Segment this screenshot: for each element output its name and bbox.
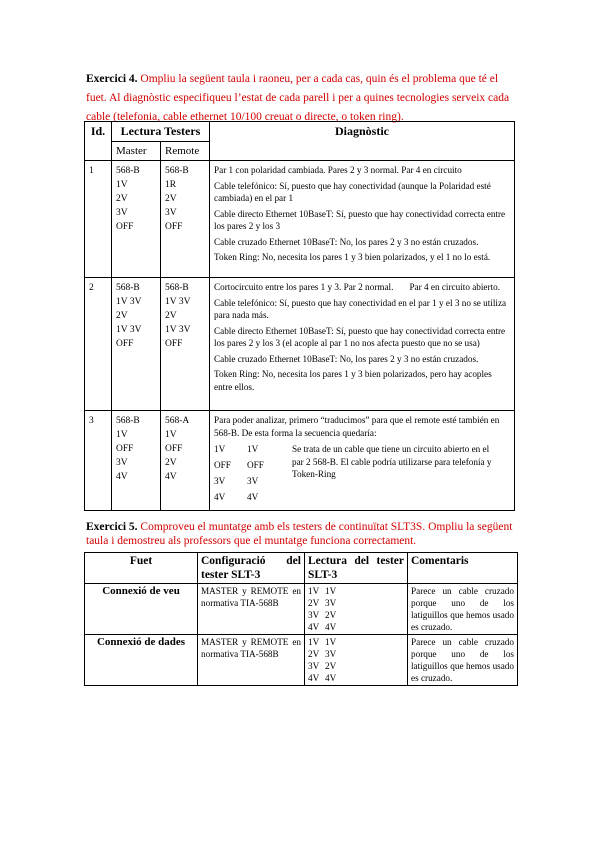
row-label: Connexió de dades xyxy=(85,635,198,686)
table-row xyxy=(85,584,518,635)
row-id: 3 xyxy=(85,411,112,511)
reading-value: 2V xyxy=(165,194,177,204)
table-row xyxy=(85,635,518,686)
reading-pair: 1V 1V xyxy=(308,586,337,596)
diagnosis-line: Para poder analizar, primero “traducimos” para que el remote esté también en 568-B. De esta forma la secuencia quedaría: xyxy=(214,415,500,438)
master-reading xyxy=(112,411,161,511)
reading-value: OFF xyxy=(116,444,134,454)
diagnosis-line: Cable directo Ethernet 10BaseT: Sí, puesto que hay conectividad correcta entre los pares 2 y los 3 xyxy=(214,208,506,231)
reading-value: 568-A xyxy=(165,416,190,426)
header-comentaris: Comentaris xyxy=(408,553,518,584)
master-reading xyxy=(112,278,161,411)
reading-value: 568-B xyxy=(165,283,189,293)
diagnosis-line: Cable telefónico: Sí, puesto que hay conectividad en el par 1 y el 3 no se utiliza para nada más. xyxy=(214,297,507,320)
header-id: Id. xyxy=(85,122,112,161)
row-label: Connexió de veu xyxy=(85,584,198,635)
diagnosis xyxy=(210,161,515,278)
reading-value: 4V xyxy=(116,472,128,482)
reading-value: 1V xyxy=(116,430,128,440)
sequence-pair: 3V 3V xyxy=(214,476,259,486)
diagnosis-line: Token Ring: No, necesita los pares 1 y 3 bien polarizados, y el 1 no lo está. xyxy=(214,252,491,262)
reading-value: OFF xyxy=(165,222,183,232)
remote-reading xyxy=(161,278,210,411)
reading-value: 568-B xyxy=(116,283,140,293)
slt3-test-table xyxy=(84,552,518,686)
header-master: Master xyxy=(112,141,161,161)
header-remote: Remote xyxy=(161,141,210,161)
reading-value: 568-B xyxy=(116,166,140,176)
diagnosis xyxy=(210,278,515,411)
reading-value: 1V xyxy=(165,430,177,440)
reading-pair: 2V 3V xyxy=(308,598,337,608)
tester-reading-table xyxy=(84,121,515,511)
reading-value: 1V 3V xyxy=(165,325,191,335)
exercise-5-instruction: Comproveu el muntatge amb els testers de continuïtat SLT3S. Ompliu la següent taula i demostreu als professors que el muntatge funciona correctament. xyxy=(86,521,513,547)
comment: Parece un cable cruzado porque uno de los latiguillos que hemos usado es cruzado. xyxy=(408,635,518,686)
reading-value: 568-B xyxy=(165,166,189,176)
reading-value: 1R xyxy=(165,180,177,190)
sequence-pair: OFF OFF xyxy=(214,460,264,470)
remote-reading xyxy=(161,161,210,278)
diagnosis-line: Token Ring: No, necesita los pares 1 y 3 bien polarizados, pero hay acoples entre ellos. xyxy=(214,369,492,392)
reading-value: 2V xyxy=(116,311,128,321)
reading-value: 1V 3V xyxy=(165,297,191,307)
diagnosis-line: Cortocircuito entre los pares 1 y 3. Par 2 normal. Par 4 en circuito abierto. xyxy=(214,282,501,292)
reading-pair: 4V 4V xyxy=(308,622,337,632)
master-reading xyxy=(112,161,161,278)
table-row xyxy=(85,278,515,411)
diagnosis-line: Cable telefónico: Sí, puesto que hay conectividad (aunque la Polaridad esté cambiada) en el par 1 xyxy=(214,180,491,203)
reading-value: OFF xyxy=(116,222,134,232)
exercise-4-title: Exercici 4. xyxy=(86,73,138,85)
header-config: Configuració del tester SLT-3 xyxy=(198,553,305,584)
exercise-5-title: Exercici 5. xyxy=(86,521,138,533)
reading-value: 568-B xyxy=(116,416,140,426)
tester-config: MASTER y REMOTE en normativa TIA-568B xyxy=(198,635,305,686)
reading-pair: 3V 2V xyxy=(308,610,337,620)
comment: Parece un cable cruzado porque uno de los latiguillos que hemos usado es cruzado. xyxy=(408,584,518,635)
reading-value: 2V xyxy=(165,311,177,321)
reading-value: 3V xyxy=(116,208,128,218)
table-row xyxy=(85,161,515,278)
reading-value: 3V xyxy=(116,458,128,468)
exercise-4-intro xyxy=(86,70,516,127)
reading-pair: 3V 2V xyxy=(308,661,337,671)
reading-value: 2V xyxy=(116,194,128,204)
reading-pair: 4V 4V xyxy=(308,673,337,683)
tester-reading xyxy=(305,635,408,686)
diagnosis-line: Cable cruzado Ethernet 10BaseT: No, los pares 2 y 3 no están cruzados. xyxy=(214,236,479,247)
exercise-4-instruction: Ompliu la següent taula i raoneu, per a cada cas, quin és el problema que té el fuet. Al diagnòstic especifiqueu l’estat de cada parell i per a quines tecnologies serveix cada cable (telefonia, cable ethernet 10/100 creuat o directe, o token ring). xyxy=(86,73,510,123)
reading-value: 3V xyxy=(165,208,177,218)
row-id: 1 xyxy=(85,161,112,278)
row-id: 2 xyxy=(85,278,112,411)
translated-sequence xyxy=(214,443,510,507)
diagnosis-line: Par 1 con polaridad cambiada. Pares 2 y 3 normal. Par 4 en circuito xyxy=(214,165,462,175)
sequence-pair: 4V 4V xyxy=(214,492,259,502)
sequence-pairs xyxy=(214,443,292,507)
reading-value: OFF xyxy=(165,339,183,349)
sequence-pair: 1V 1V xyxy=(214,444,259,454)
exercise-5-intro xyxy=(86,520,526,548)
reading-value: OFF xyxy=(165,444,183,454)
reading-value: 1V 3V xyxy=(116,325,142,335)
reading-value: 1V 3V xyxy=(116,297,142,307)
table-row xyxy=(85,411,515,511)
reading-pair: 1V 1V xyxy=(308,637,337,647)
reading-pair: 2V 3V xyxy=(308,649,337,659)
reading-value: 2V xyxy=(165,458,177,468)
reading-value: 4V xyxy=(165,472,177,482)
diagnosis xyxy=(210,411,515,511)
diagnosis-line: Cable directo Ethernet 10BaseT: Sí, puesto que hay conectividad correcta entre los pares 2 y los 3 (el acople al par 1 no nos afecta puesto que no se usa) xyxy=(214,325,506,348)
tester-reading xyxy=(305,584,408,635)
diagnosis-line: Cable cruzado Ethernet 10BaseT: No, los pares 2 y 3 no están cruzados. xyxy=(214,353,479,364)
sequence-note: Se trata de un cable que tiene un circuito abierto en el par 2 568-B. El cable podría utilizarse para telefonía y Token-Ring xyxy=(292,444,492,479)
header-lectura: Lectura del tester SLT-3 xyxy=(305,553,408,584)
header-diagnostic: Diagnòstic xyxy=(210,122,515,161)
header-fuet: Fuet xyxy=(85,553,198,584)
header-lectura-testers: Lectura Testers xyxy=(112,122,210,142)
reading-value: OFF xyxy=(116,339,134,349)
remote-reading xyxy=(161,411,210,511)
tester-config: MASTER y REMOTE en normativa TIA-568B xyxy=(198,584,305,635)
reading-value: 1V xyxy=(116,180,128,190)
